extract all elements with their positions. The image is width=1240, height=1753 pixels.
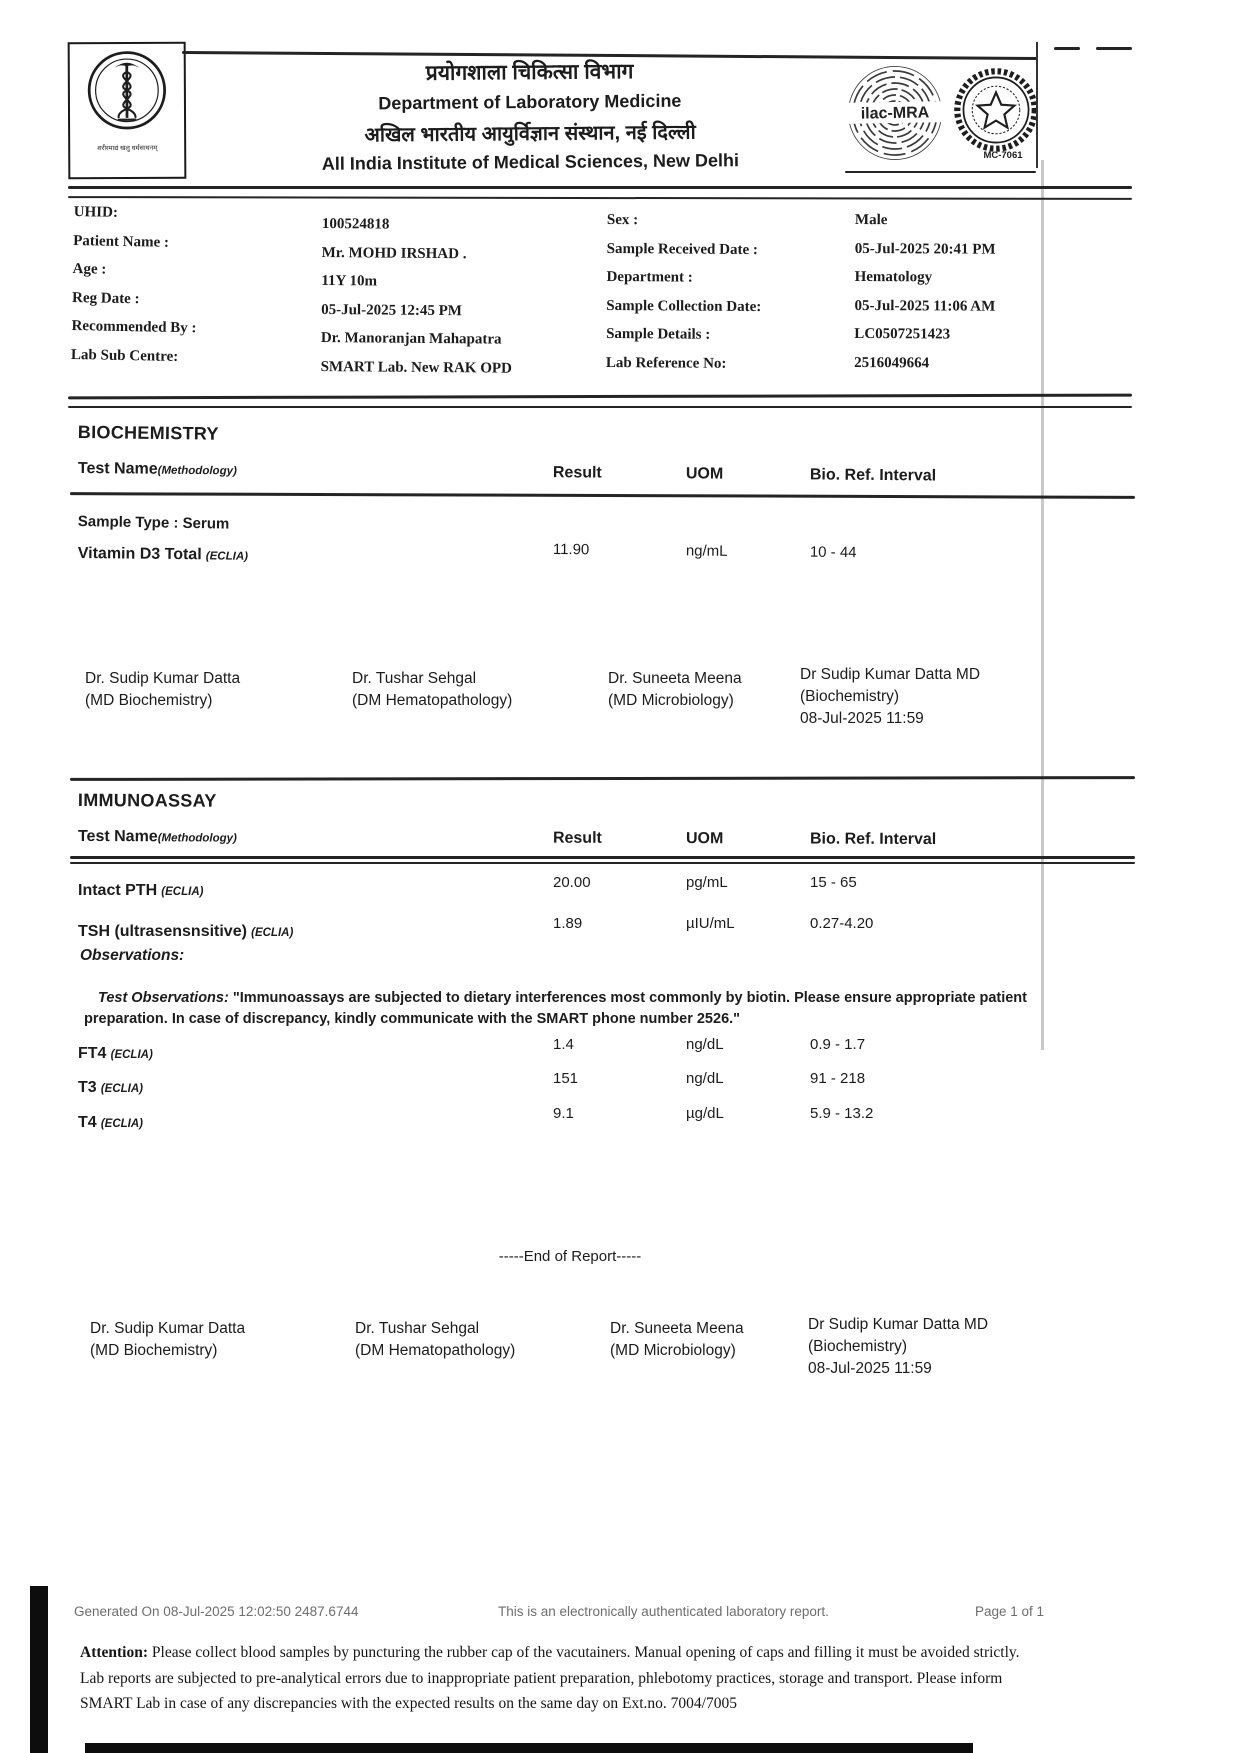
test-method: (ECLIA) <box>205 550 249 563</box>
accreditation-starburst-logo <box>952 66 1040 154</box>
test-uom: µg/dL <box>686 1105 724 1122</box>
test-ref: 0.27-4.20 <box>810 915 874 932</box>
signatory-qualification: (MD Microbiology) <box>608 692 734 709</box>
signatory-1 <box>90 1318 245 1362</box>
signatory-name: Dr Sudip Kumar Datta MD <box>808 1316 989 1333</box>
col-methodology: (Methodology) <box>157 832 237 845</box>
table-row <box>78 1036 1140 1070</box>
dept-title-english: Department of Laboratory Medicine <box>378 90 682 114</box>
immunoassay-header-rule-1 <box>70 856 1135 859</box>
test-ref: 15 - 65 <box>810 874 857 891</box>
label-patient-name: Patient Name : <box>73 232 170 251</box>
col-ref-interval: Bio. Ref. Interval <box>809 466 937 485</box>
test-uom: ng/dL <box>686 1070 724 1087</box>
signatory-qualification: (Biochemistry) <box>800 688 900 705</box>
test-result: 9.1 <box>553 1105 574 1122</box>
value-recommended-by: Dr. Manoranjan Mahapatra <box>320 330 502 348</box>
attention-label: Attention: <box>80 1644 149 1661</box>
test-method: (ECLIA) <box>110 1049 153 1061</box>
test-uom: ng/mL <box>685 542 728 560</box>
test-name: FT4 <box>78 1045 107 1062</box>
test-result: 11.90 <box>552 540 590 559</box>
aiims-logo-box <box>68 42 187 180</box>
signatory-3 <box>608 668 742 712</box>
signatory-4 <box>808 1314 988 1380</box>
end-of-report: -----End of Report----- <box>498 1248 642 1265</box>
value-sample-details: LC0507251423 <box>854 326 951 343</box>
patient-labels-left <box>71 198 199 372</box>
attention-notice <box>80 1640 1036 1717</box>
signatory-qualification: (Biochemistry) <box>808 1338 908 1355</box>
col-ref-interval: Bio. Ref. Interval <box>809 830 937 848</box>
col-result: Result <box>552 829 602 847</box>
test-name: T4 <box>78 1114 97 1131</box>
logo-bottom-rule <box>845 171 1036 173</box>
value-patient-name: Mr. MOHD IRSHAD . <box>321 244 467 262</box>
label-age: Age : <box>72 261 107 278</box>
col-test-name: Test Name <box>77 460 158 478</box>
table-row <box>78 915 1140 949</box>
value-lab-sub-centre: SMART Lab. New RAK OPD <box>320 358 512 377</box>
test-ref: 5.9 - 13.2 <box>810 1105 874 1122</box>
signatory-datetime: 08-Jul-2025 11:59 <box>800 710 924 727</box>
label-reg-date: Reg Date : <box>71 289 140 308</box>
signatory-qualification: (DM Hematopathology) <box>352 692 513 709</box>
immunoassay-top-rule <box>70 776 1135 780</box>
scan-dash-2 <box>1096 47 1132 50</box>
signatory-name: Dr. Sudip Kumar Datta <box>85 670 241 687</box>
patient-labels-right <box>606 206 762 379</box>
immunoassay-table-header <box>78 828 1140 866</box>
value-sample-received: 05-Jul-2025 20:41 PM <box>854 240 996 258</box>
label-uhid: UHID: <box>73 203 119 221</box>
test-uom: pg/mL <box>686 874 728 891</box>
patient-values-left <box>321 210 514 383</box>
patient-values-right <box>854 206 996 378</box>
table-row <box>78 1070 1140 1104</box>
test-result: 1.89 <box>553 915 583 932</box>
test-method: (ECLIA) <box>161 886 204 898</box>
label-recommended-by: Recommended By : <box>71 318 197 337</box>
test-name: Intact PTH <box>78 882 158 899</box>
label-sample-received: Sample Received Date : <box>606 240 758 258</box>
test-method: (ECLIA) <box>251 927 294 939</box>
test-result: 20.00 <box>553 874 591 891</box>
test-ref: 0.9 - 1.7 <box>810 1036 866 1053</box>
test-observations-label: Test Observations: <box>98 990 229 1006</box>
value-reg-date: 05-Jul-2025 12:45 PM <box>321 301 463 320</box>
label-sample-collection: Sample Collection Date: <box>606 297 762 315</box>
signatory-qualification: (MD Biochemistry) <box>85 692 213 709</box>
immunoassay-section-title: IMMUNOASSAY <box>77 790 217 811</box>
signatory-3 <box>610 1318 744 1362</box>
table-row <box>78 1105 1140 1139</box>
value-department: Hematology <box>854 269 933 286</box>
test-uom: µIU/mL <box>686 915 735 932</box>
value-lab-reference: 2516049664 <box>854 354 930 372</box>
immunoassay-header-rule-2 <box>70 862 1135 864</box>
page-number: Page 1 of 1 <box>975 1604 1045 1619</box>
signatory-qualification: (MD Biochemistry) <box>90 1342 218 1359</box>
cert-code: MC-7061 <box>983 150 1023 161</box>
signatory-2 <box>352 668 512 712</box>
test-result: 151 <box>553 1070 579 1087</box>
signatory-name: Dr Sudip Kumar Datta MD <box>800 666 981 683</box>
test-name: TSH (ultrasensnsitive) <box>78 923 247 940</box>
col-uom: UOM <box>685 830 724 848</box>
test-name: Vitamin D3 Total <box>77 544 202 564</box>
test-method: (ECLIA) <box>100 1118 144 1130</box>
test-observations-paragraph <box>84 988 1036 1030</box>
label-lab-sub-centre: Lab Sub Centre: <box>70 346 179 365</box>
report-header-titles <box>240 55 821 175</box>
generated-timestamp: Generated On 08-Jul-2025 12:02:50 2487.6744 <box>74 1604 359 1619</box>
col-result: Result <box>552 464 602 482</box>
section-rule-1 <box>68 394 1132 399</box>
biochemistry-section-title: BIOCHEMISTRY <box>77 422 219 444</box>
institute-title-english: All India Institute of Medical Sciences, New Delhi <box>321 150 740 174</box>
signatory-datetime: 08-Jul-2025 11:59 <box>808 1360 932 1377</box>
test-method: (ECLIA) <box>100 1083 144 1095</box>
table-row <box>78 536 1140 581</box>
col-methodology: (Methodology) <box>157 464 237 478</box>
signatory-qualification: (DM Hematopathology) <box>355 1342 516 1359</box>
signatory-qualification: (MD Microbiology) <box>610 1342 736 1359</box>
value-uhid: 100524818 <box>321 215 390 233</box>
col-uom: UOM <box>685 465 724 483</box>
header-right-rule <box>1036 42 1038 168</box>
signatory-name: Dr. Sudip Kumar Datta <box>90 1320 246 1337</box>
section-rule-2 <box>68 406 1132 408</box>
signatory-1 <box>85 668 240 712</box>
test-ref: 91 - 218 <box>810 1070 866 1087</box>
table-row <box>78 874 1140 908</box>
signatory-name: Dr. Tushar Sehgal <box>355 1320 480 1337</box>
signatory-name: Dr. Suneeta Meena <box>608 670 742 687</box>
value-age: 11Y 10m <box>321 273 378 290</box>
test-name: T3 <box>78 1079 97 1096</box>
signatory-name: Dr. Tushar Sehgal <box>352 670 477 687</box>
signatory-2 <box>355 1318 515 1362</box>
test-observations-text: "Immunoassays are subjected to dietary interferences most commonly by biotin. Please ensure appropriate patient preparation. In case of discrepancy, kindly communicate with the SMART phone number 2526." <box>84 990 1027 1027</box>
scan-artifact-left-bar <box>30 1586 48 1753</box>
patient-top-rule-2 <box>68 196 1132 200</box>
label-lab-reference: Lab Reference No: <box>605 354 727 372</box>
label-sample-details: Sample Details : <box>606 326 711 344</box>
scan-dash-1 <box>1054 47 1080 50</box>
label-sex: Sex : <box>606 211 639 229</box>
test-ref: 10 - 44 <box>809 543 857 562</box>
institute-title-hindi: अखिल भारतीय आयुर्विज्ञान संस्थान, नई दिल्ली <box>364 121 696 147</box>
signatory-4 <box>800 664 980 730</box>
dept-title-hindi: प्रयोगशाला चिकित्सा विभाग <box>425 60 634 85</box>
test-uom: ng/dL <box>686 1036 724 1053</box>
test-result: 1.4 <box>553 1036 574 1053</box>
signatory-name: Dr. Suneeta Meena <box>610 1320 744 1337</box>
ilac-mra-logo <box>844 61 946 165</box>
label-department: Department : <box>606 269 693 286</box>
patient-top-rule-1 <box>68 186 1132 189</box>
observations-heading: Observations: <box>80 947 185 964</box>
authentication-note: This is an electronically authenticated laboratory report. <box>498 1604 829 1619</box>
attention-text: Please collect blood samples by puncturing the rubber cap of the vacutainers. Manual opening of caps and filling it must be avoided strictly. Lab reports are subjected to pre-analytical errors due to inappropriate patient preparation, phlebotomy practices, storage and transport. Please inform SMART Lab in case of any discrepancies with the expected results on the same day on Ext.no. 7004/7005 <box>80 1644 1020 1712</box>
ilac-mra-label: ilac-MRA <box>860 104 930 123</box>
scan-artifact-bottom-bar <box>85 1743 973 1753</box>
aiims-caduceus-icon <box>81 48 173 140</box>
sample-type: Sample Type : Serum <box>77 513 230 533</box>
col-test-name: Test Name <box>77 828 158 846</box>
aiims-motto: शरीरमाद्यं खलु धर्मसाधनम् <box>97 144 158 153</box>
value-sex: Male <box>854 211 888 229</box>
value-sample-collection: 05-Jul-2025 11:06 AM <box>854 297 996 315</box>
